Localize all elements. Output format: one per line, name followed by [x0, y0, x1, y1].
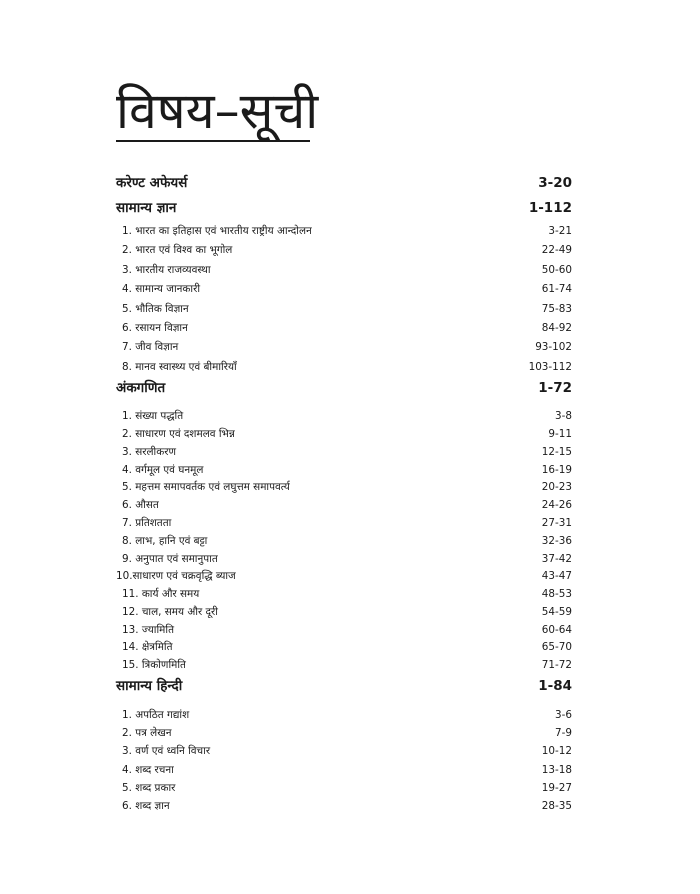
section-pages: 1-112 [528, 200, 572, 216]
toc-entry[interactable] [116, 604, 572, 622]
toc-entry[interactable] [116, 761, 572, 779]
section-title: करेण्ट अफेयर्स [116, 175, 188, 191]
title-underline [116, 140, 310, 142]
entry-label: 4. वर्गमूल एवं घनमूल [122, 463, 204, 476]
entry-label: 8. मानव स्वास्थ्य एवं बीमारियाँ [122, 360, 237, 373]
entry-label: 14. क्षेत्रमिति [122, 641, 173, 654]
entry-label: 11. कार्य और समय [122, 588, 200, 601]
entry-pages: 32-36 [541, 534, 572, 547]
entry-pages: 3-21 [548, 225, 572, 237]
section-title: अंकगणित [116, 380, 166, 397]
entry-pages: 13-18 [541, 763, 572, 776]
entry-pages: 84-92 [541, 321, 572, 334]
entry-label: 7. जीव विज्ञान [122, 341, 179, 354]
entry-pages: 28-35 [541, 800, 572, 813]
entry-pages: 16-19 [541, 463, 572, 476]
toc-entry[interactable] [116, 622, 572, 640]
toc-entry[interactable] [116, 515, 572, 533]
toc-entry[interactable] [116, 706, 572, 724]
entry-pages: 50-60 [541, 263, 572, 276]
toc-entry[interactable] [116, 426, 572, 444]
toc-entry[interactable] [116, 338, 572, 357]
entry-label: 2. साधारण एवं दशमलव भिन्न [122, 427, 235, 440]
entry-pages: 24-26 [541, 499, 572, 512]
entry-pages: 43-47 [541, 570, 572, 583]
section-title: सामान्य ज्ञान [116, 200, 177, 216]
entry-label: 9. अनुपात एवं समानुपात [122, 552, 218, 565]
entry-label: 13. ज्यामिति [122, 623, 175, 636]
toc-entry[interactable] [116, 657, 572, 675]
entry-pages: 3-8 [555, 410, 572, 423]
entry-label: 3. सरलीकरण [122, 445, 176, 458]
toc-entry[interactable] [116, 479, 572, 497]
entry-pages: 65-70 [541, 641, 572, 654]
table-of-contents [116, 172, 572, 815]
entry-label: 4. सामान्य जानकारी [122, 283, 201, 296]
entry-pages: 48-53 [541, 588, 572, 601]
toc-entry[interactable] [116, 533, 572, 551]
toc-entry[interactable] [116, 551, 572, 569]
entry-label: 3. भारतीय राजव्यवस्था [122, 263, 211, 276]
section-pages: 1-84 [538, 678, 572, 695]
section-pages: 3-20 [538, 175, 572, 191]
entry-pages: 75-83 [541, 302, 572, 315]
entry-label: 1. अपठित गद्यांश [122, 709, 190, 722]
entry-label: 10.साधारण एवं चक्रवृद्धि ब्याज [116, 570, 236, 583]
toc-entry[interactable] [116, 797, 572, 815]
entry-pages: 54-59 [541, 605, 572, 618]
page-title: विषय–सूची [116, 82, 319, 140]
entry-pages: 37-42 [541, 552, 572, 565]
section-arithmetic[interactable] [116, 377, 572, 402]
toc-entry[interactable] [116, 779, 572, 797]
section-title: सामान्य हिन्दी [116, 678, 183, 695]
entry-label: 4. शब्द रचना [122, 763, 174, 776]
entry-label: 5. शब्द प्रकार [122, 781, 176, 794]
toc-entry[interactable] [116, 497, 572, 515]
toc-entry[interactable] [116, 568, 572, 586]
entry-pages: 61-74 [541, 283, 572, 296]
entry-label: 6. औसत [122, 499, 159, 512]
toc-entry[interactable] [116, 319, 572, 338]
entry-pages: 71-72 [541, 659, 572, 672]
entry-label: 2. भारत एवं विश्व का भूगोल [122, 244, 233, 257]
toc-entry[interactable] [116, 358, 572, 377]
section-current-affairs[interactable] [116, 172, 572, 197]
entry-pages: 60-64 [541, 623, 572, 636]
entry-label: 5. महत्तम समापवर्तक एवं लघुत्तम समापवर्त्य [122, 481, 290, 494]
entry-label: 6. रसायन विज्ञान [122, 321, 188, 334]
entry-label: 12. चाल, समय और दूरी [122, 605, 218, 618]
entry-pages: 3-6 [555, 709, 572, 722]
section-general-hindi[interactable] [116, 675, 572, 700]
entry-pages: 19-27 [541, 781, 572, 794]
entry-label: 3. वर्ण एवं ध्वनि विचार [122, 745, 211, 758]
toc-entry[interactable] [116, 261, 572, 280]
entry-pages: 103-112 [528, 360, 572, 373]
toc-entry[interactable] [116, 742, 572, 760]
toc-entry[interactable] [116, 222, 572, 241]
toc-entry[interactable] [116, 280, 572, 299]
entry-pages: 27-31 [541, 516, 572, 529]
entry-pages: 7-9 [555, 727, 572, 740]
entry-pages: 10-12 [541, 745, 572, 758]
toc-entry[interactable] [116, 300, 572, 319]
entry-pages: 22-49 [541, 244, 572, 257]
section-general-knowledge[interactable] [116, 197, 572, 222]
entry-pages: 93-102 [535, 341, 572, 354]
entry-pages: 12-15 [541, 445, 572, 458]
section-pages: 1-72 [538, 380, 572, 397]
toc-entry[interactable] [116, 408, 572, 426]
entry-label: 7. प्रतिशतता [122, 516, 172, 529]
toc-entry[interactable] [116, 462, 572, 480]
entry-pages: 20-23 [541, 481, 572, 494]
entry-label: 5. भौतिक विज्ञान [122, 302, 189, 315]
entry-label: 8. लाभ, हानि एवं बट्टा [122, 534, 208, 547]
toc-entry[interactable] [116, 724, 572, 742]
entry-label: 15. त्रिकोणमिति [122, 659, 186, 672]
toc-entry[interactable] [116, 444, 572, 462]
entry-label: 6. शब्द ज्ञान [122, 800, 170, 813]
entry-pages: 9-11 [548, 427, 572, 440]
entry-label: 1. संख्या पद्धति [122, 410, 184, 423]
toc-entry[interactable] [116, 241, 572, 260]
entry-label: 2. पत्र लेखन [122, 727, 172, 740]
entry-label: 1. भारत का इतिहास एवं भारतीय राष्ट्रीय आन्दोलन [122, 225, 312, 237]
toc-entry[interactable] [116, 586, 572, 604]
toc-entry[interactable] [116, 639, 572, 657]
